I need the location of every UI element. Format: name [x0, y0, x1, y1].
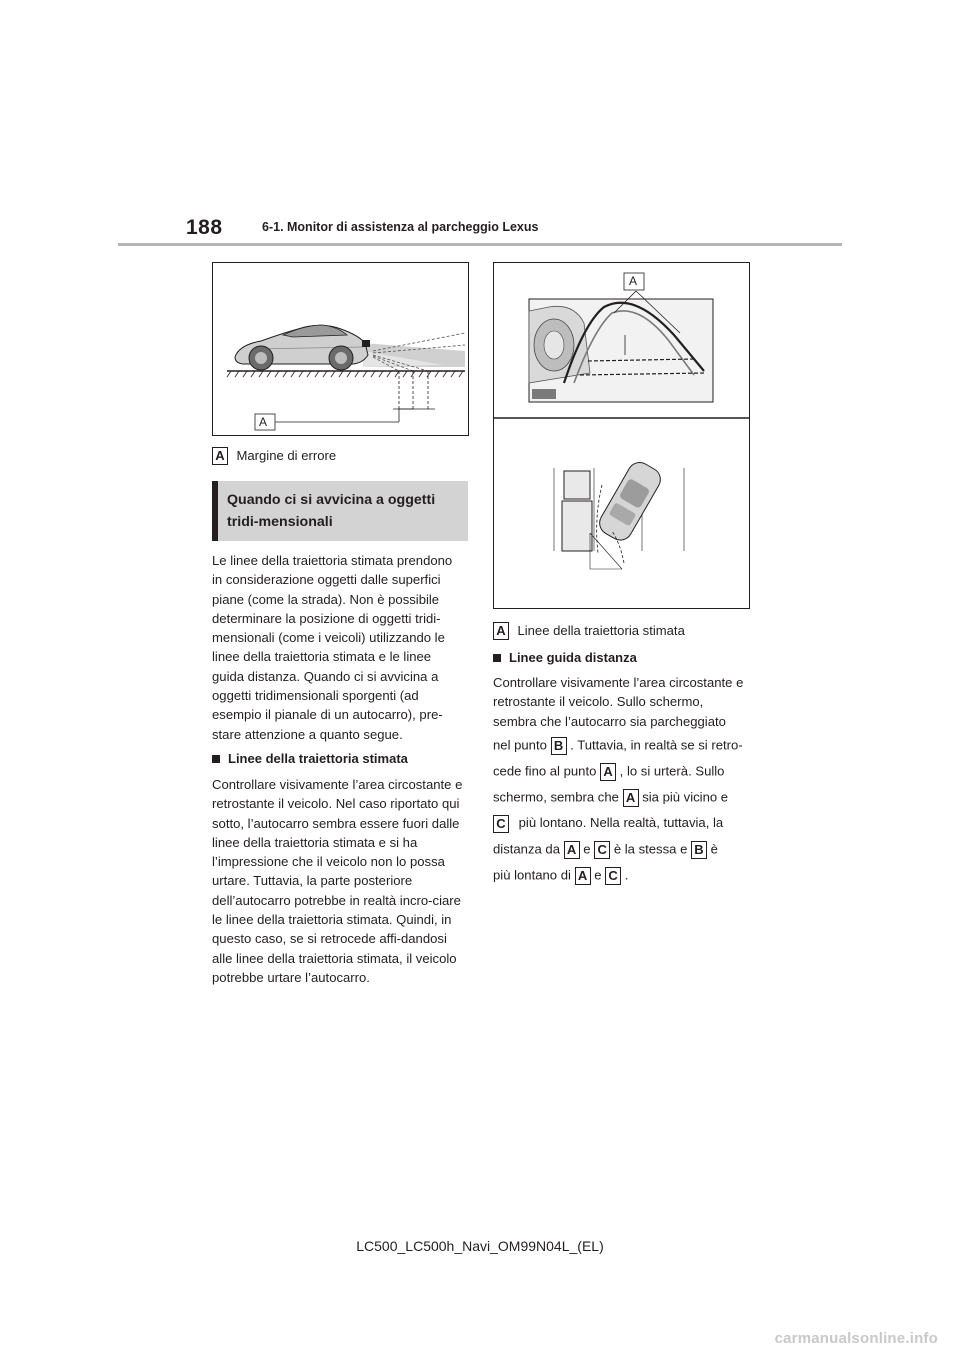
distance-line-6	[493, 867, 628, 885]
legend-text: Margine di errore	[236, 448, 337, 463]
callout-label: A	[259, 415, 268, 429]
text: distanza da	[493, 841, 560, 857]
label-tag: A	[493, 622, 509, 640]
square-bullet-icon	[212, 755, 220, 763]
text: più lontano di	[493, 867, 571, 883]
label-tag: A	[623, 789, 639, 807]
square-bullet-icon	[493, 654, 501, 662]
text: sia più vicino e	[642, 789, 729, 805]
paragraph-intro: Le linee della traiettoria stimata prendono in considerazione oggetti dalle superfici piane (come la strada). Non è possibile determinare la posizione di oggetti tridi-mensionali (come i veicoli) utilizzando le linee della traiettoria stimata e le linee guida distanza. Quando ci si avvicina a oggetti tridimensionali sporgenti (ad esempio il pianale di un autocarro), pre-stare attenzione a quanto segue.	[212, 553, 453, 742]
label-tag: B	[691, 841, 707, 859]
text: e	[583, 841, 591, 857]
label-tag: B	[551, 737, 567, 755]
label-tag: C	[594, 841, 610, 859]
bullet-heading-distance	[493, 650, 637, 665]
section-heading: Quando ci si avvicina a oggetti tridi-mensionali	[227, 492, 436, 530]
page-number: 188	[186, 216, 223, 239]
text: e	[594, 867, 602, 883]
legend-right	[493, 621, 685, 640]
text: schermo, sembra che	[493, 789, 619, 805]
label-tag: C	[605, 867, 621, 885]
text: più lontano. Nella realtà, tuttavia, la	[518, 815, 724, 831]
bullet-heading-trajectory	[212, 751, 408, 766]
bullet-title: Linee della traiettoria stimata	[228, 751, 408, 766]
distance-line-2	[493, 763, 724, 781]
label-tag: A	[212, 447, 228, 465]
car-side-illustration	[213, 263, 468, 435]
legend-text: Linee della traiettoria stimata	[517, 623, 685, 638]
distance-line-4	[493, 815, 723, 833]
bullet-title: Linee guida distanza	[509, 650, 637, 665]
paragraph-trajectory: Controllare visivamente l’area circostante e retrostante il veicolo. Nel caso riportato qui sotto, l’autocarro sembra essere fuori dalle linee della traiettoria stimata e si ha l’impressione che il veicolo non lo possa urtare. Tuttavia, la parte posteriore dell’autocarro potrebbe in realtà incro-ciare le linee della traiettoria stimata. Quindi, in questo caso, se si retrocede affi-dandosi alle linee della traiettoria stimata, il veicolo potrebbe urtare l’autocarro.	[212, 777, 463, 985]
section-heading-box	[212, 481, 468, 541]
section-title: 6-1. Monitor di assistenza al parcheggio Lexus	[262, 220, 539, 234]
legend-left	[212, 446, 336, 465]
text: .	[624, 867, 629, 883]
text: nel punto	[493, 737, 547, 753]
text: è la stessa e	[613, 841, 688, 857]
text: , lo si urterà. Sullo	[619, 763, 725, 779]
text: . Tuttavia, in realtà se si retro-	[570, 737, 743, 753]
figure-trajectory-lines	[493, 262, 750, 609]
label-tag: A	[575, 867, 591, 885]
watermark: carmanualsonline.info	[774, 1330, 938, 1347]
label-tag: C	[493, 815, 509, 833]
text: è	[710, 841, 718, 857]
label-tag: A	[600, 763, 616, 781]
header-rule	[118, 243, 842, 246]
parking-diagram	[494, 263, 749, 608]
distance-line-3	[493, 789, 728, 807]
callout-label: A	[629, 274, 638, 288]
paragraph-distance-intro: Controllare visivamente l’area circostante e retrostante il veicolo. Sullo schermo, sembra che l’autocarro sia parcheggiato	[493, 675, 744, 729]
distance-line-5	[493, 841, 718, 859]
footer-document-code: LC500_LC500h_Navi_OM99N04L_(EL)	[356, 1238, 604, 1254]
label-tag: A	[564, 841, 580, 859]
distance-line-1	[493, 737, 743, 755]
figure-error-margin	[212, 262, 469, 436]
text: cede fino al punto	[493, 763, 597, 779]
